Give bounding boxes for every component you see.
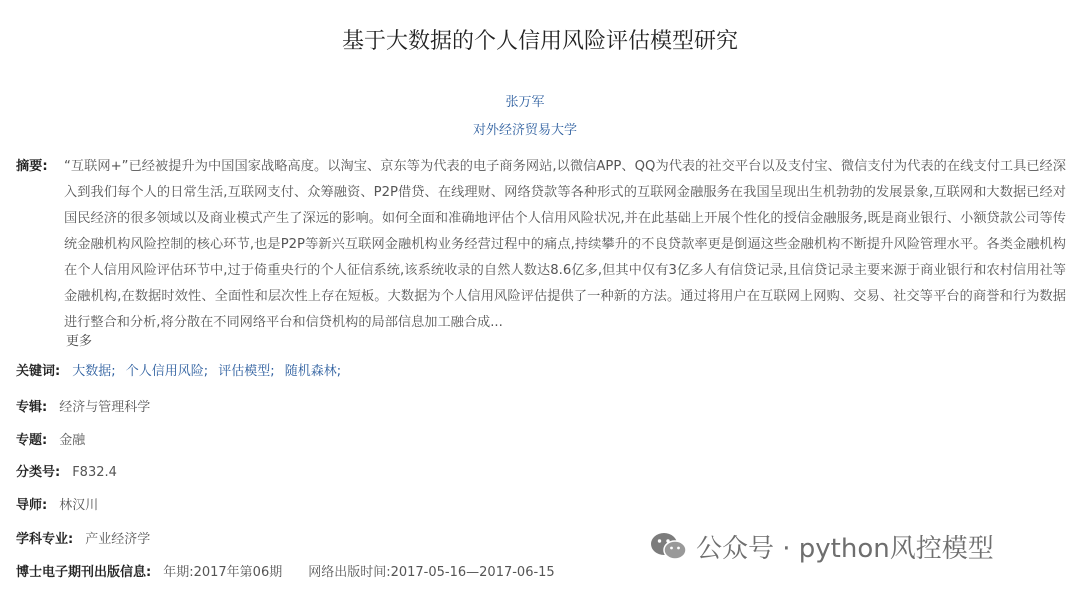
major-row [16,528,150,547]
keyword-link[interactable]: 大数据; [72,364,116,379]
keyword-list [72,360,347,379]
paper-title: 基于大数据的个人信用风险评估模型研究 [341,29,738,54]
organization[interactable] [0,119,1050,138]
topic-label: 专题: [16,433,48,448]
major-label: 学科专业: [16,532,74,547]
wechat-icon [650,531,688,563]
advisor-label: 导师: [16,498,48,513]
publication-label: 博士电子期刊出版信息: [16,565,152,580]
classification-row [16,461,117,480]
publication-issue: 年期:2017年第06期 [163,565,283,580]
classification-label: 分类号: [16,465,61,480]
keyword-link[interactable]: 随机森林; [284,364,342,379]
watermark [650,528,994,565]
series-label: 专辑: [16,400,48,415]
advisor-row [16,494,98,513]
abstract-section [16,154,1066,336]
publication-row [16,561,555,580]
classification-value: F832.4 [72,465,117,480]
keywords-label: 关键词: [16,364,61,379]
topic-row [16,429,85,448]
keyword-link[interactable]: 个人信用风险; [125,364,209,379]
author-name[interactable] [0,91,1050,110]
author-link[interactable]: 张万军 [505,95,545,110]
topic-value: 金融 [59,433,86,448]
series-row [16,396,150,415]
keyword-link[interactable]: 评估模型; [218,364,275,379]
major-value: 产业经济学 [85,532,151,547]
organization-link[interactable]: 对外经济贸易大学 [472,123,577,138]
watermark-text: 公众号 · python风控模型 [696,534,994,564]
advisor-value: 林汉川 [59,498,99,513]
keywords-row [16,360,347,379]
series-value: 经济与管理科学 [59,400,151,415]
abstract-label: 摘要: [16,159,48,174]
publication-online-date: 网络出版时间:2017-05-16—2017-06-15 [308,565,555,580]
abstract-text: “互联网+”已经被提升为中国国家战略高度。以淘宝、京东等为代表的电子商务网站,以微信APP、QQ为代表的社交平台以及支付宝、微信支付为代表的在线支付工具已经深入到我们每个人的日常生活,互联网支付、众筹融资、P2P借贷、在线理财、网络贷款等各种形式的互联网金融服务在我国呈现出生机勃勃的发展景象,互联网和大数据已经对国民经济的很多领域以及商业模式产生了深远的影响。如何全面和准确地评估个人信用风险状况,并在此基础上开展个性化的授信金融服务,既是商业银行、小额贷款公司等传统金融机构风险控制的核心环节,也是P2P等新兴互联网金融机构业务经营过程中的痛点,持续攀升的不良贷款率更是倒逼这些金融机构不断提升风险管理水平。各类金融机构在个人信用风险评估环节中,过于倚重央行的个人征信系统,该系统收录的自然人数达8.6亿多,但其中仅有3亿多人有信贷记录,且信贷记录主要来源于商业银行和农村信用社等金融机构,在数据时效性、全面性和层次性上存在短板。大数据为个人信用风险评估提供了一种新的方法。通过将用户在互联网上网购、交易、社交等平台的商誉和行为数据进行整合和分析,将分散在不同网络平台和信贷机构的局部信息加工融合成... [64,159,1066,330]
more-link[interactable]: 更多 [66,334,93,349]
